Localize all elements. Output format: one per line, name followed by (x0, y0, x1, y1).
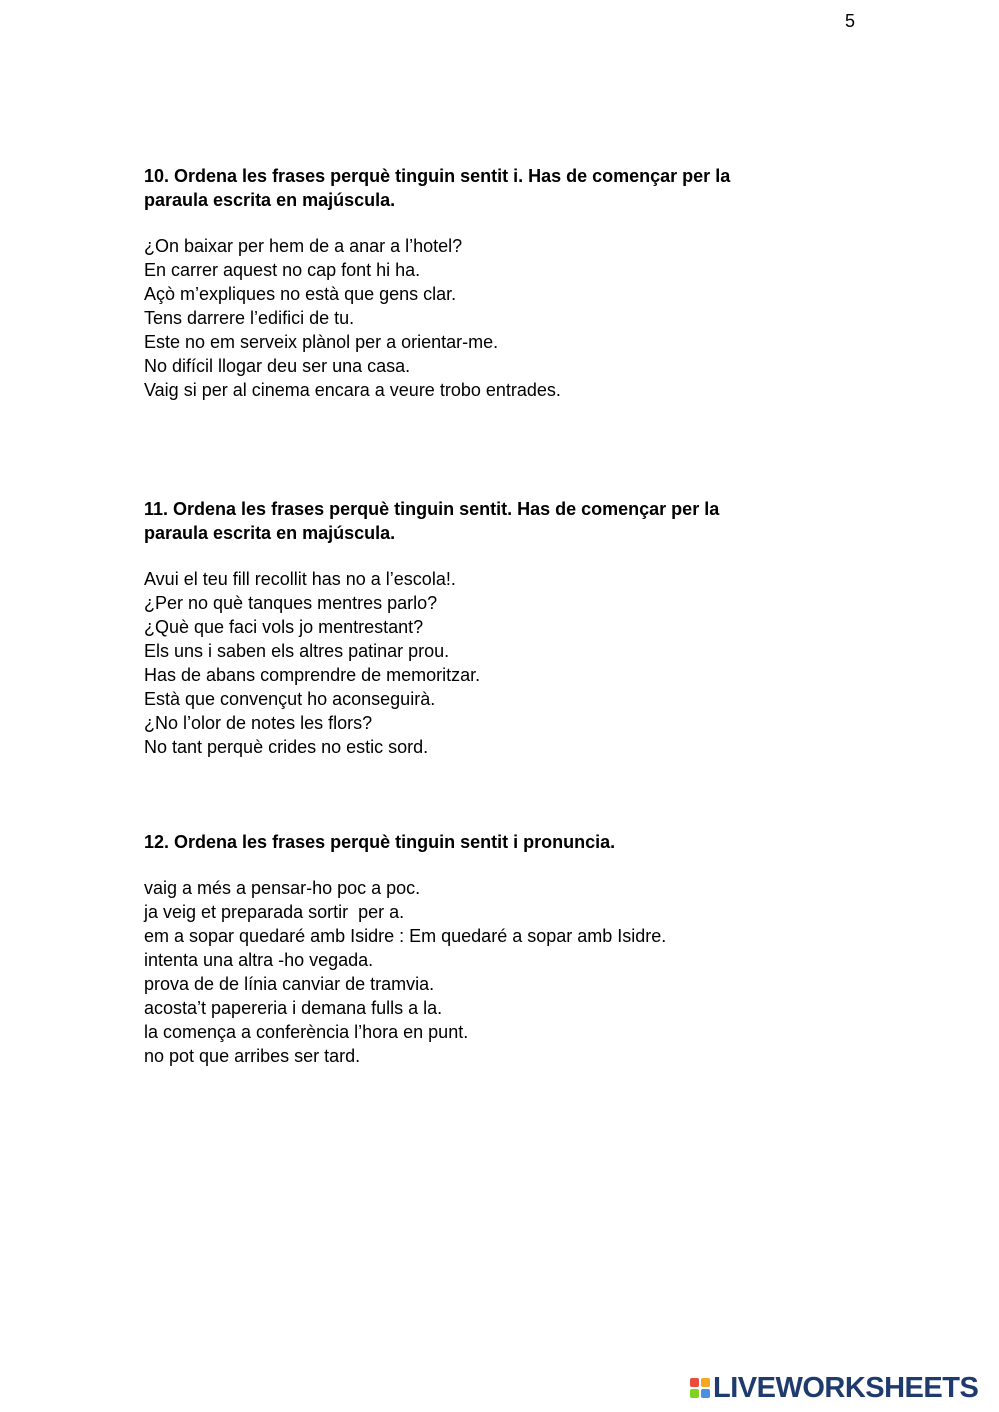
exercise-instruction (144, 830, 834, 854)
sentence: prova de de línia canviar de tramvia. (144, 974, 435, 994)
exercise-instruction (144, 164, 834, 212)
logo-mark-icon (690, 1378, 710, 1398)
sentence: vaig a més a pensar-ho poc a poc. (144, 878, 421, 898)
sentence: ¿On baixar per hem de a anar a l’hotel? (144, 236, 463, 256)
liveworksheets-logo[interactable] (690, 1373, 978, 1403)
sentence: Has de abans comprendre de memoritzar. (144, 665, 481, 685)
sentence: intenta una altra -ho vegada. (144, 950, 374, 970)
sentence: la comença a conferència l’hora en punt. (144, 1022, 469, 1042)
sentence: En carrer aquest no cap font hi ha. (144, 260, 421, 280)
exercise-12 (144, 830, 834, 1068)
logo-mark-tile (701, 1378, 710, 1387)
sentence-list (144, 567, 834, 759)
sentence: Els uns i saben els altres patinar prou. (144, 641, 450, 661)
sentence-list (144, 876, 834, 1068)
sentence: Açò m’expliques no està que gens clar. (144, 284, 457, 304)
page-number: 5 (845, 11, 856, 31)
exercise-instruction (144, 497, 834, 545)
logo-mark-tile (701, 1389, 710, 1398)
sentence-list (144, 234, 834, 402)
sentence: em a sopar quedaré amb Isidre : Em quedaré a sopar amb Isidre. (144, 926, 667, 946)
logo-mark-tile (690, 1378, 699, 1387)
sentence: Este no em serveix plànol per a orientar-me. (144, 332, 499, 352)
exercise-11 (144, 497, 834, 759)
exercise-10 (144, 164, 834, 402)
sentence: no pot que arribes ser tard. (144, 1046, 361, 1066)
sentence: acosta’t papereria i demana fulls a la. (144, 998, 443, 1018)
sentence: ¿No l’olor de notes les flors? (144, 713, 373, 733)
instruction-line-2: paraula escrita en majúscula. (144, 523, 396, 543)
sentence: No tant perquè crides no estic sord. (144, 737, 429, 757)
logo-text: LIVEWORKSHEETS (713, 1372, 979, 1404)
instruction-line-1: 12. Ordena les frases perquè tinguin sentit i pronuncia. (144, 832, 616, 852)
sentence: Vaig si per al cinema encara a veure trobo entrades. (144, 380, 561, 400)
sentence: Avui el teu fill recollit has no a l’escola!. (144, 569, 456, 589)
logo-mark-tile (690, 1389, 699, 1398)
sentence: No difícil llogar deu ser una casa. (144, 356, 411, 376)
instruction-line-1: 11. Ordena les frases perquè tinguin sentit. Has de començar per la (144, 499, 720, 519)
sentence: Està que convençut ho aconseguirà. (144, 689, 436, 709)
instruction-line-2: paraula escrita en majúscula. (144, 190, 396, 210)
sentence: Tens darrere l’edifici de tu. (144, 308, 355, 328)
sentence: ¿Per no què tanques mentres parlo? (144, 593, 438, 613)
instruction-line-1: 10. Ordena les frases perquè tinguin sentit i. Has de començar per la (144, 166, 731, 186)
sentence: ¿Què que faci vols jo mentrestant? (144, 617, 424, 637)
sentence: ja veig et preparada sortir per a. (144, 902, 405, 922)
